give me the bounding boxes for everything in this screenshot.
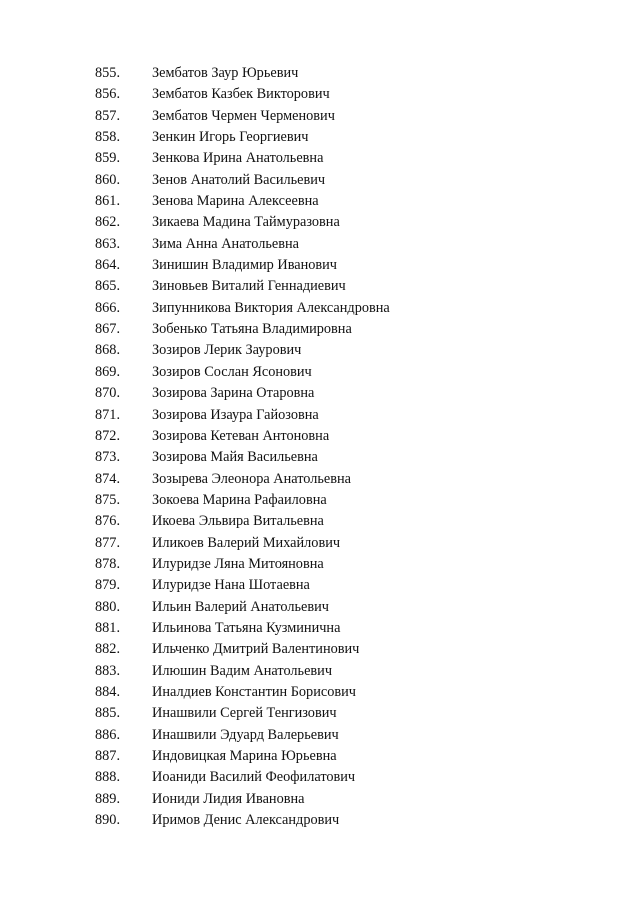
list-item — [0, 405, 640, 426]
entry-name: Зенкин Игорь Георгиевич — [152, 129, 309, 146]
entry-number: 864. — [95, 257, 121, 274]
list-item — [0, 255, 640, 276]
entry-name: Зембатов Заур Юрьевич — [152, 65, 299, 81]
entry-name: Зенов Анатолий Васильевич — [152, 171, 326, 188]
list-item — [0, 469, 640, 490]
entry-name: Зозирова Кетеван Антоновна — [152, 427, 330, 444]
entry-number: 886. — [95, 726, 121, 743]
entry-name: Зозирова Изаура Гайозовна — [152, 406, 319, 423]
entry-name: Индовицкая Марина Юрьевна — [152, 748, 337, 764]
entry-name: Илуридзе Нана Шотаевна — [152, 577, 310, 594]
entry-name: Ильченко Дмитрий Валентинович — [152, 641, 360, 658]
numbered-name-list — [0, 63, 640, 831]
list-item — [0, 212, 640, 233]
entry-name: Илюшин Вадим Анатольевич — [152, 662, 333, 679]
entry-number: 878. — [95, 555, 121, 572]
list-item — [0, 490, 640, 511]
entry-number: 869. — [95, 363, 121, 380]
list-item — [0, 575, 640, 596]
entry-name: Ильинова Татьяна Кузминична — [152, 619, 341, 636]
list-item — [0, 703, 640, 724]
entry-name: Зинишин Владимир Иванович — [152, 257, 337, 274]
entry-name: Зенкова Ирина Анатольевна — [152, 150, 324, 167]
list-item — [0, 682, 640, 703]
entry-number: 881. — [95, 619, 121, 636]
entry-name: Зиновьев Виталий Геннадиевич — [152, 278, 346, 295]
list-item — [0, 597, 640, 618]
entry-number: 866. — [95, 299, 121, 316]
entry-name: Илуридзе Ляна Митояновна — [152, 555, 324, 572]
entry-name: Зокоева Марина Рафаиловна — [152, 491, 327, 508]
entry-number: 880. — [95, 598, 121, 615]
list-item — [0, 533, 640, 554]
list-item — [0, 746, 640, 767]
entry-name: Зозирова Майя Васильевна — [152, 449, 318, 466]
entry-name: Зозиров Лерик Заурович — [152, 342, 302, 359]
list-item — [0, 148, 640, 169]
list-item — [0, 127, 640, 148]
entry-name: Зембатов Казбек Викторович — [152, 86, 330, 103]
entry-number: 879. — [95, 577, 121, 594]
entry-number: 884. — [95, 683, 121, 700]
entry-number: 861. — [95, 193, 121, 210]
entry-name: Иналдиев Константин Борисович — [152, 683, 356, 700]
list-item — [0, 767, 640, 788]
list-item — [0, 661, 640, 682]
entry-number: 887. — [95, 748, 121, 764]
entry-name: Инашвили Сергей Тенгизович — [152, 705, 337, 722]
entry-number: 862. — [95, 214, 121, 231]
list-item — [0, 789, 640, 810]
entry-name: Зикаева Мадина Таймуразовна — [152, 214, 340, 231]
entry-number: 890. — [95, 812, 121, 829]
list-item — [0, 810, 640, 831]
list-item — [0, 447, 640, 468]
entry-name: Ильин Валерий Анатольевич — [152, 598, 329, 615]
entry-name: Зобенько Татьяна Владимировна — [152, 321, 352, 338]
entry-number: 859. — [95, 150, 121, 167]
list-item — [0, 426, 640, 447]
entry-name: Икоева Эльвира Витальевна — [152, 513, 324, 530]
entry-number: 856. — [95, 86, 121, 103]
entry-number: 876. — [95, 513, 121, 530]
list-item — [0, 639, 640, 660]
entry-number: 888. — [95, 769, 121, 786]
list-item — [0, 106, 640, 127]
list-item — [0, 191, 640, 212]
list-item — [0, 234, 640, 255]
entry-number: 858. — [95, 129, 121, 146]
entry-number: 860. — [95, 171, 121, 188]
entry-number: 877. — [95, 534, 121, 551]
entry-number: 882. — [95, 641, 121, 658]
entry-number: 855. — [95, 65, 121, 81]
list-item — [0, 725, 640, 746]
entry-number: 872. — [95, 427, 121, 444]
entry-name: Зембатов Чермен Черменович — [152, 107, 335, 124]
entry-name: Иоаниди Василий Феофилатович — [152, 769, 356, 786]
list-item — [0, 340, 640, 361]
entry-name: Зозирова Зарина Отаровна — [152, 385, 315, 402]
list-item — [0, 618, 640, 639]
list-item — [0, 362, 640, 383]
entry-name: Инашвили Эдуард Валерьевич — [152, 726, 339, 743]
entry-number: 867. — [95, 321, 121, 338]
entry-name: Иликоев Валерий Михайлович — [152, 534, 341, 551]
entry-name: Зима Анна Анатольевна — [152, 235, 299, 252]
entry-name: Зипунникова Виктория Александровна — [152, 299, 390, 316]
entry-number: 889. — [95, 790, 121, 807]
entry-number: 873. — [95, 449, 121, 466]
entry-name: Зозиров Сослан Ясонович — [152, 363, 312, 380]
list-item — [0, 63, 640, 84]
entry-name: Зенова Марина Алексеевна — [152, 193, 319, 210]
entry-number: 875. — [95, 491, 121, 508]
entry-number: 857. — [95, 107, 121, 124]
entry-number: 870. — [95, 385, 121, 402]
list-item — [0, 84, 640, 105]
list-item — [0, 298, 640, 319]
entry-name: Иониди Лидия Ивановна — [152, 790, 305, 807]
entry-number: 871. — [95, 406, 121, 423]
entry-number: 863. — [95, 235, 121, 252]
list-item — [0, 319, 640, 340]
entry-number: 865. — [95, 278, 121, 295]
list-item — [0, 554, 640, 575]
list-item — [0, 511, 640, 532]
entry-number: 885. — [95, 705, 121, 722]
entry-number: 883. — [95, 662, 121, 679]
list-item — [0, 276, 640, 297]
entry-name: Иримов Денис Александрович — [152, 812, 340, 829]
list-item — [0, 170, 640, 191]
entry-number: 868. — [95, 342, 121, 359]
entry-name: Зозырева Элеонора Анатольевна — [152, 470, 352, 487]
list-item — [0, 383, 640, 404]
entry-number: 874. — [95, 470, 121, 487]
